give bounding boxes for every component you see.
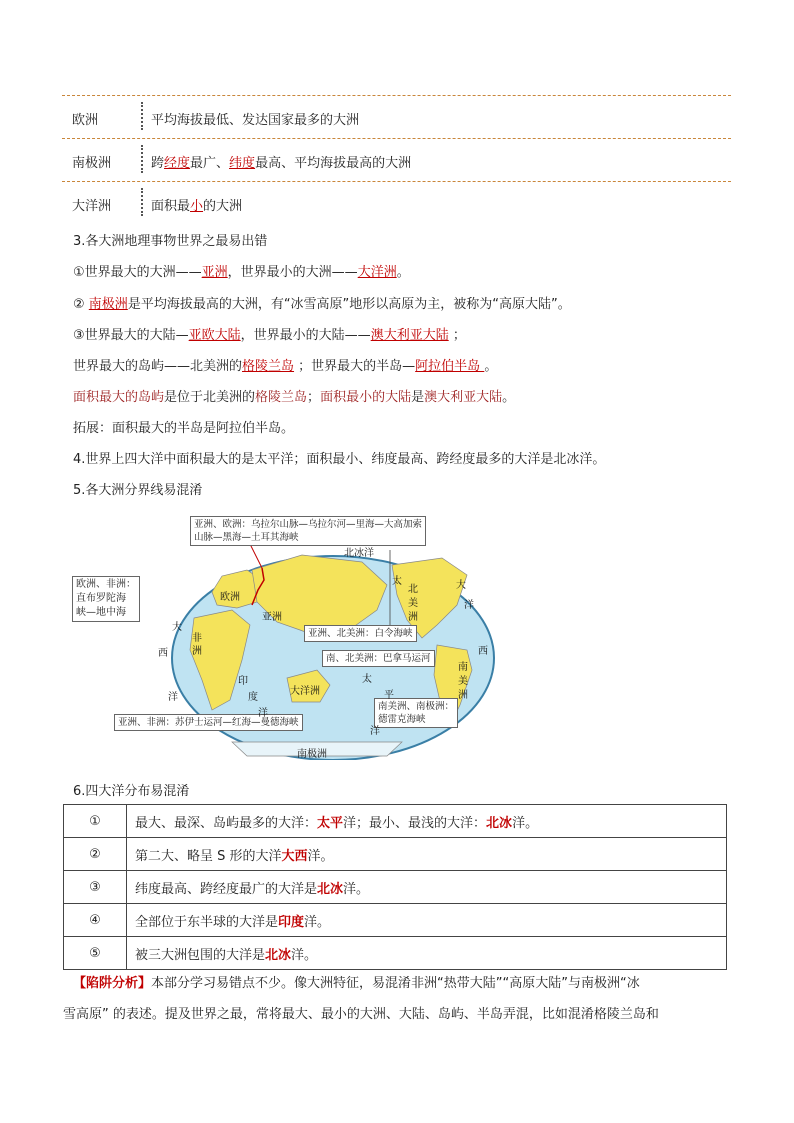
label-indian-yang: 洋 (258, 708, 268, 719)
label-na-2: 美 (408, 598, 418, 609)
label-na-1: 北 (408, 584, 418, 595)
label-sa-2: 美 (458, 676, 468, 687)
label-pacific-ping: 平 (384, 690, 394, 701)
row-text: 被三大洲包围的大洋是北冰洋。 (127, 937, 727, 970)
label-africa: 非洲 (192, 633, 202, 657)
paragraph-line: ② 南极洲是平均海拔最高的大洲，有“冰雪高原”地形以高原为主，被称为“高原大陆”。 (73, 297, 571, 312)
label-atlantic-da: 大 (172, 622, 182, 633)
label-atlantic-yang: 洋 (168, 692, 178, 703)
continent-name: 南极洲 (72, 156, 112, 171)
row-text: 纬度最高、跨经度最广的大洋是北冰洋。 (127, 871, 727, 904)
table-row (64, 871, 727, 904)
analysis-line: 雪高原” 的表述。提及世界之最，常将最大、最小的大洲、大陆、岛屿、半岛弄混，比如混淆格陵兰岛和 (63, 1007, 659, 1022)
table-row (64, 937, 727, 970)
divider (141, 102, 143, 130)
row-number: ③ (64, 871, 127, 904)
table-row (64, 838, 727, 871)
row-text: 最大、最深、岛屿最多的大洋：太平洋；最小、最浅的大洋：北冰洋。 (127, 805, 727, 838)
label-europe: 欧洲 (220, 592, 240, 603)
label-na-3: 洲 (408, 612, 418, 623)
row-text: 全部位于东半球的大洋是印度洋。 (127, 904, 727, 937)
label-pacific-tai2: 太 (362, 674, 372, 685)
row-text: 第二大、略呈 S 形的大洋大西洋。 (127, 838, 727, 871)
label-indian-yin: 印 (238, 676, 248, 687)
section-heading: 4.世界上四大洋中面积最大的是太平洋；面积最小、纬度最高、跨经度最多的大洋是北冰洋。 (73, 452, 606, 467)
label-oceania: 大洋洲 (290, 686, 320, 697)
label-indian-du: 度 (248, 692, 258, 703)
asia-northamerica-boundary-box: 亚洲、北美洲：白令海峡 (304, 625, 417, 642)
row-number: ② (64, 838, 127, 871)
label-arctic-ocean: 北冰洋 (344, 548, 374, 559)
continent-desc: 平均海拔最低、发达国家最多的大洲 (151, 113, 360, 128)
label-sa-3: 洲 (458, 690, 468, 701)
label-atlantic2-da: 大 (456, 580, 466, 591)
paragraph-line: ③世界最大的大陆—亚欧大陆，世界最小的大陆——澳大利亚大陆 ； (73, 328, 466, 343)
label-asia: 亚洲 (262, 612, 282, 623)
continent-desc: 面积最小的大洲 (151, 199, 243, 214)
paragraph-line: ①世界最大的大洲——亚洲，世界最小的大洲——大洋洲。 (73, 265, 410, 280)
section-heading: 6.四大洋分布易混淆 (73, 784, 190, 799)
continent-boundary-map (72, 510, 502, 760)
table-row (64, 904, 727, 937)
asia-europe-boundary-box: 亚洲、欧洲：乌拉尔山脉—乌拉尔河—里海—大高加索 山脉—黑海—土耳其海峡 (190, 516, 426, 546)
southamerica-antarctica-boundary-box: 南美洲、南极洲： 德雷克海峡 (374, 698, 458, 728)
table-row (62, 181, 731, 224)
label-atlantic-xi: 西 (158, 648, 168, 659)
row-number: ⑤ (64, 937, 127, 970)
section-heading: 5.各大洲分界线易混淆 (73, 483, 203, 498)
europe-africa-boundary-box: 欧洲、非洲： 直布罗陀海 峡—地中海 (72, 576, 140, 622)
paragraph-line: 世界最大的岛屿——北美洲的格陵兰岛 ；世界最大的半岛—阿拉伯半岛 。 (73, 359, 498, 374)
continent-name: 欧洲 (72, 113, 99, 128)
paragraph-line: 拓展：面积最大的半岛是阿拉伯半岛。 (73, 421, 295, 436)
analysis-tag: 【陷阱分析】 (73, 976, 152, 991)
americas-boundary-box: 南、北美洲：巴拿马运河 (322, 650, 435, 667)
label-sa-1: 南 (458, 662, 468, 673)
divider (141, 188, 143, 216)
asia-africa-boundary-box: 亚洲、非洲：苏伊士运河—红海—曼德海峡 (114, 714, 303, 731)
table-row (64, 805, 727, 838)
row-number: ④ (64, 904, 127, 937)
label-atlantic2-xi: 西 (478, 646, 488, 657)
continent-name: 大洋洲 (72, 199, 112, 214)
table-row (62, 138, 731, 181)
ocean-table (63, 804, 727, 970)
row-number: ① (64, 805, 127, 838)
table-row (62, 95, 731, 138)
section-heading: 3.各大洲地理事物世界之最易出错 (73, 234, 268, 249)
paragraph-line: 面积最大的岛屿是位于北美洲的格陵兰岛；面积最小的大陆是澳大利亚大陆。 (73, 390, 516, 405)
analysis-line: 【陷阱分析】本部分学习易错点不少。像大洲特征，易混淆非洲“热带大陆”“高原大陆”与南极洲“冰 (73, 976, 640, 991)
continent-desc: 跨经度最广、纬度最高、平均海拔最高的大洲 (151, 156, 412, 171)
label-antarctica: 南极洲 (297, 749, 327, 760)
label-pacific-yang: 洋 (370, 726, 380, 737)
continent-feature-table (62, 95, 731, 224)
label-pacific-tai: 太 (392, 576, 402, 587)
label-atlantic2-yang: 洋 (464, 600, 474, 611)
divider (141, 145, 143, 173)
